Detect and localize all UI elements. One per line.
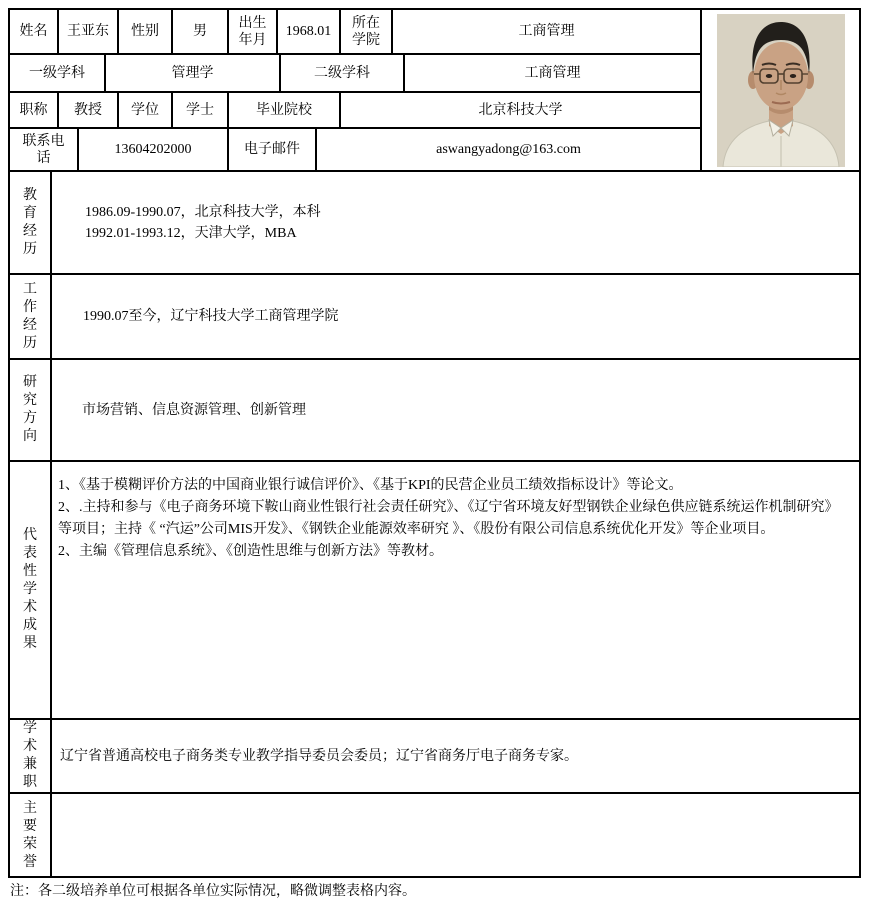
honors-content <box>52 794 859 878</box>
graduate-school-label: 毕业院校 <box>229 93 341 129</box>
first-discipline-value: 管理学 <box>106 55 281 93</box>
work-label <box>10 275 52 360</box>
section-achievements <box>10 462 859 720</box>
parttime-label-text: 学术兼职 <box>23 721 37 790</box>
second-discipline-value: 工商管理 <box>405 55 702 93</box>
row-phone-email <box>10 129 702 172</box>
honors-label <box>10 794 52 878</box>
faculty-profile-table <box>8 8 861 878</box>
work-line: 1990.07至今，辽宁科技大学工商管理学院 <box>83 309 339 324</box>
college-label <box>341 10 393 55</box>
section-research <box>10 360 859 462</box>
basic-info-block <box>10 10 859 172</box>
phone-label <box>10 129 79 172</box>
education-line: 1986.09-1990.07，北京科技大学，本科 <box>85 204 321 220</box>
education-label-text: 教育经历 <box>23 187 37 257</box>
achievements-label-text: 代表性学术成果 <box>23 528 37 651</box>
research-label-text: 研究方向 <box>23 375 37 444</box>
section-honors <box>10 794 859 878</box>
education-content <box>52 172 859 275</box>
graduate-school-value: 北京科技大学 <box>341 93 702 129</box>
research-label <box>10 360 52 462</box>
research-line: 市场营销、信息资源管理、创新管理 <box>82 402 306 418</box>
college-value: 工商管理 <box>393 10 702 55</box>
education-line: 1992.01-1993.12，天津大学，MBA <box>85 225 297 241</box>
row-name-gender-birth-college <box>10 10 702 55</box>
phone-value: 13604202000 <box>79 129 229 172</box>
achievements-label <box>10 462 52 720</box>
email-label: 电子邮件 <box>229 129 317 172</box>
gender-value: 男 <box>173 10 229 55</box>
email-value: aswangyadong@163.com <box>317 129 702 172</box>
parttime-line: 辽宁省普通高校电子商务类专业教学指导委员会委员；辽宁省商务厅电子商务专家。 <box>60 748 578 764</box>
birth-label <box>229 10 278 55</box>
achievements-item: 2、.主持和参与《电子商务环境下鞍山商业性银行社会责任研究》、《辽宁省环境友好型钢铁企业绿色供应链系统运作机制研究》等项目；主持《 “汽运”公司MIS开发》、《钢铁企业能源效率研究 》、《股份有限公司信息系统优化开发》等企业项目。 <box>58 500 839 537</box>
birth-value: 1968.01 <box>278 10 341 55</box>
parttime-label <box>10 720 52 794</box>
row-disciplines <box>10 55 702 93</box>
work-content <box>52 275 859 360</box>
name-label: 姓名 <box>10 10 59 55</box>
row-title-degree-school <box>10 93 702 129</box>
achievements-content <box>52 462 859 720</box>
photo-cell <box>702 10 859 172</box>
college-label-text: 所在学院 <box>352 15 380 48</box>
first-discipline-label: 一级学科 <box>10 55 106 93</box>
parttime-content <box>52 720 859 794</box>
section-parttime <box>10 720 859 794</box>
basic-info-grid <box>10 10 702 172</box>
footer-note: 注：各二级培养单位可根据各单位实际情况，略微调整表格内容。 <box>10 884 416 899</box>
gender-label: 性别 <box>119 10 173 55</box>
honors-label-text: 主要荣誉 <box>23 801 37 870</box>
phone-label-text: 联系电话 <box>22 133 65 166</box>
degree-value: 学士 <box>173 93 229 129</box>
education-label <box>10 172 52 275</box>
portrait-photo <box>717 14 845 167</box>
achievements-item: 2、主编《管理信息系统》、《创造性思维与创新方法》等教材。 <box>58 544 443 559</box>
title-label: 职称 <box>10 93 59 129</box>
section-work <box>10 275 859 360</box>
name-value: 王亚东 <box>59 10 119 55</box>
second-discipline-label: 二级学科 <box>281 55 405 93</box>
birth-label-text: 出生年月 <box>238 15 267 48</box>
title-value: 教授 <box>59 93 119 129</box>
achievements-item: 1、《基于模糊评价方法的中国商业银行诚信评价》、《基于KPI的民营企业员工绩效指标设计》等论文。 <box>58 478 683 493</box>
work-label-text: 工作经历 <box>23 281 37 351</box>
section-education <box>10 172 859 275</box>
degree-label: 学位 <box>119 93 173 129</box>
research-content <box>52 360 859 462</box>
